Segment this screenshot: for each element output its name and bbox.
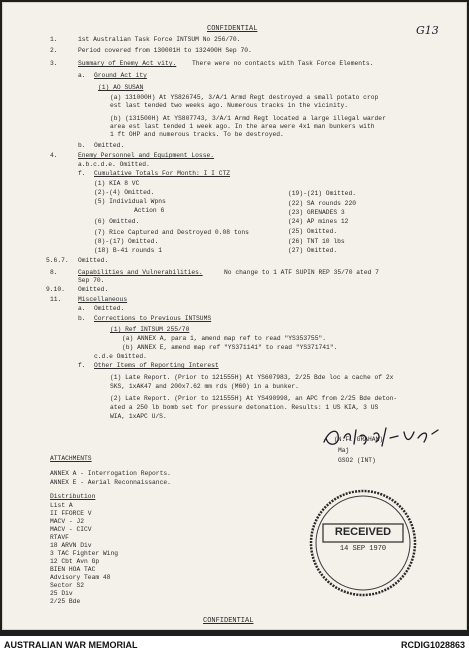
distribution-item: 25 Div bbox=[50, 590, 73, 597]
para-text: SKS, 1xAK47 and 200x7.62 mm rds (M60) in a bunker. bbox=[110, 383, 299, 390]
distribution-item: BIEN HOA TAC bbox=[50, 566, 96, 573]
para-text: (2) Late Report. (Prior to 121555H) At YS490998, an APC from 2/25 Bde deton- bbox=[110, 395, 398, 402]
totals-item: (25) Omitted. bbox=[288, 228, 338, 235]
para-text: ated a 250 lb bomb set for pressure detonation. Results: 1 US KIA, 3 US bbox=[110, 404, 379, 411]
attachment-item: ANNEX A - Interrogation Reports. bbox=[50, 470, 171, 477]
totals-item: (8)-(17) Omitted. bbox=[94, 238, 159, 245]
para-number: b. bbox=[78, 315, 86, 322]
para-heading: Summary of Enemy Act vity. bbox=[78, 60, 177, 67]
para-number: 9.10. bbox=[46, 286, 65, 293]
para-text: No change to 1 ATF SUPIN REP 35/70 ated 7 bbox=[224, 269, 379, 276]
para-text: Omitted. bbox=[94, 142, 125, 149]
para-text: Omitted. bbox=[94, 305, 125, 312]
received-stamp bbox=[308, 488, 418, 598]
para-heading: Other Items of Reporting Interest bbox=[94, 362, 219, 369]
para-number: 5.6.7. bbox=[46, 257, 69, 264]
attachment-item: ANNEX E - Aerial Reconnaissance. bbox=[50, 479, 171, 486]
classification-footer: CONFIDENTIAL bbox=[203, 617, 254, 625]
para-heading: Ground Act ity bbox=[94, 72, 147, 79]
para-number: f. bbox=[78, 362, 86, 369]
para-number: 4. bbox=[50, 152, 58, 159]
totals-item: (24) AP mines 12 bbox=[288, 218, 349, 225]
distribution-heading: Distribution bbox=[50, 493, 96, 500]
para-heading: Enemy Personnel and Equipment Losse. bbox=[78, 152, 215, 159]
stamp-ring bbox=[308, 488, 418, 598]
distribution-item: 3 TAC Fighter Wing bbox=[50, 550, 119, 557]
distribution-item: MACV - J2 bbox=[50, 518, 85, 525]
para-text: est last tended two weeks ago. Numerous tracks in the vicinity. bbox=[110, 102, 349, 109]
para-text: (b) (131500H) At YS807743, 3/A/1 Armd Regt located a large illegal warder bbox=[110, 115, 386, 122]
para-text: 1 ft OHP and numerous tracks. To be destroyed. bbox=[110, 131, 284, 138]
totals-item: (2)-(4) Omitted. bbox=[94, 189, 155, 196]
para-number: 11. bbox=[50, 296, 62, 303]
totals-item: (22) SA rounds 220 bbox=[288, 200, 357, 207]
para-text: Omitted. bbox=[78, 286, 109, 293]
para-text: (a) ANNEX A, para 1, amend map ref to read "YS353755". bbox=[122, 335, 327, 342]
para-number: 3. bbox=[50, 60, 58, 67]
para-number: 8. bbox=[50, 269, 58, 276]
totals-item: (23) GRENADES 3 bbox=[288, 209, 345, 216]
para-number: f. bbox=[78, 170, 86, 177]
para-text: area est last tended 1 week ago. In the area were 4x1 man bunkers with bbox=[110, 123, 375, 130]
totals-item: (1) KIA 8 VC bbox=[94, 180, 140, 187]
stamp-date: 14 SEP 1970 bbox=[339, 545, 387, 553]
document-page bbox=[2, 2, 467, 630]
distribution-item: II FFORCE V bbox=[50, 510, 92, 517]
classification-header: CONFIDENTIAL bbox=[207, 25, 258, 33]
para-number: a. bbox=[78, 72, 86, 79]
para-text: WIA, 1xAPC U/S. bbox=[110, 413, 167, 420]
para-heading: Capabilities and Vulnerabilities. bbox=[78, 269, 203, 276]
stamp-label: RECEIVED bbox=[334, 526, 392, 538]
archive-reference: RCDIG1028863 bbox=[400, 640, 465, 650]
para-heading: Cumulative Totals For Month: I I CTZ bbox=[94, 170, 231, 177]
totals-item: (5) Individual Wpns bbox=[94, 198, 166, 205]
distribution-item: MACV - CICV bbox=[50, 526, 92, 533]
para-text: Period covered from 130001H to 132400H Sep 70. bbox=[78, 47, 252, 54]
para-number: 2. bbox=[50, 47, 58, 54]
totals-item: (27) Omitted. bbox=[288, 247, 338, 254]
sub-heading: (1) AO SUSAN bbox=[98, 84, 144, 91]
distribution-item: RTAVF bbox=[50, 534, 69, 541]
para-text: 1st Australian Task Force INTSUM No 256/70. bbox=[78, 36, 241, 43]
para-number: a. bbox=[78, 305, 86, 312]
para-text: a.b.c.d.e. Omitted. bbox=[78, 161, 150, 168]
totals-item: (7) Rice Captured and Destroyed 0.08 tons bbox=[94, 229, 249, 236]
totals-item: (6) Omitted. bbox=[94, 218, 140, 225]
attachments-heading: ATTACHMENTS bbox=[50, 455, 92, 462]
para-heading: Miscellaneous bbox=[78, 296, 128, 303]
para-text: (1) Late Report. (Prior to 121555H) At YS607983, 2/25 Bde loc a cache of 2x bbox=[110, 374, 394, 381]
distribution-item: 12 Cbt Avn Gp bbox=[50, 558, 100, 565]
signature-appointment: GSO2 (INT) bbox=[338, 457, 376, 464]
para-number: 1. bbox=[50, 36, 58, 43]
totals-item: (26) TNT 10 lbs bbox=[288, 238, 345, 245]
para-number: b. bbox=[78, 142, 86, 149]
para-text: Sep 70. bbox=[78, 277, 105, 284]
distribution-item: Sector S2 bbox=[50, 582, 85, 589]
totals-item: Action 6 bbox=[134, 207, 165, 214]
totals-item: (19)-(21) Omitted. bbox=[288, 190, 357, 197]
distribution-item: Advisory Team 48 bbox=[50, 574, 111, 581]
para-text: c.d.e Omitted. bbox=[94, 353, 147, 360]
para-text: (a) 131000H) At YS826745, 3/A/1 Armd Regt destroyed a small potato crop bbox=[110, 94, 379, 101]
sub-heading: (1) Ref INTSUM 255/70 bbox=[110, 326, 190, 333]
archive-footer bbox=[0, 636, 469, 654]
distribution-item: 18 ARVN Div bbox=[50, 542, 92, 549]
para-text: (b) ANNEX E, amend map ref "YS371141" to read "YS371741". bbox=[122, 344, 338, 351]
signature-rank: Maj bbox=[338, 447, 350, 454]
distribution-item: 2/25 Bde bbox=[50, 598, 81, 605]
para-heading: Corrections to Previous INTSUMS bbox=[94, 315, 212, 322]
archive-name: AUSTRALIAN WAR MEMORIAL bbox=[4, 640, 138, 650]
para-text: Omitted. bbox=[78, 257, 109, 264]
para-text: There were no contacts with Task Force Elements. bbox=[192, 60, 374, 67]
signature-name: (N.F. GRAHAM) bbox=[334, 436, 384, 443]
distribution-item: List A bbox=[50, 502, 73, 509]
page-reference: G13 bbox=[416, 24, 439, 37]
totals-item: (18) B-41 rounds 1 bbox=[94, 247, 163, 254]
